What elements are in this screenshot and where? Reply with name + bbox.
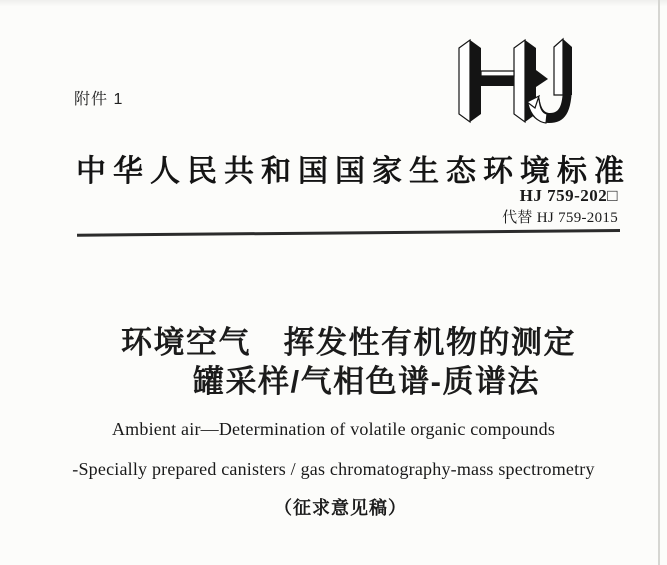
document-title-cn-line1: 环境空气 挥发性有机物的测定 — [121, 325, 576, 360]
standard-header-title: 中华人民共和国国家生态环境标准 — [76, 155, 631, 188]
attachment-label: 附件 1 — [74, 91, 124, 108]
standard-number: HJ 759-202□ — [519, 186, 618, 205]
hj-logo-icon — [456, 37, 588, 125]
scan-page-edge — [658, 0, 660, 565]
document-title-cn-line2: 罐采样/气相色谱-质谱法 — [193, 364, 540, 399]
document-title-en-line2: -Specially prepared canisters / gas chromatography-mass spectrometry — [72, 459, 595, 479]
draft-status-label: （征求意见稿） — [274, 498, 407, 518]
replaces-note: 代替 HJ 759-2015 — [502, 210, 618, 226]
header-divider-rule — [77, 229, 620, 236]
document-title-en-line1: Ambient air—Determination of volatile organic compounds — [111, 419, 556, 439]
